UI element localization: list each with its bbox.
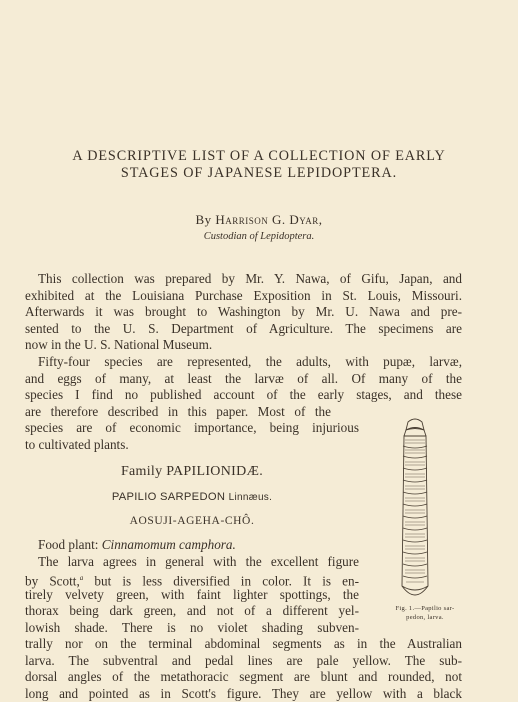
description-continuation [25,636,462,702]
paragraph-line: Fifty-four species are represented, the adults, with pupæ, larvæ, [38,354,462,369]
paragraph-line: tirely velvety green, with faint lighter spottings, the [25,586,359,602]
japanese-name: AOSUJI-AGEHA-CHÔ. [129,515,255,527]
paragraph-line: and eggs of many, at least the larvæ of all. Of many of the [25,370,462,386]
paragraph-line: now in the U. S. National Museum. [25,337,213,353]
paragraph-line: Afterwards it was brought to Washington by Mr. U. Nawa and pre- [25,304,462,320]
paragraph-line: The larva agrees in general with the excellent figure [38,553,359,569]
figure-caption [385,604,465,622]
caption-line-2: pedon, larva. [406,614,444,621]
paragraph-line: species I find no published account of the early stages, and these [25,387,462,403]
species-name: PAPILIO SARPEDON [111,491,226,503]
title-line-2: STAGES OF JAPANESE LEPIDOPTERA. [120,165,398,181]
paragraph-line: larva. The subventral and pedal lines are pale yellow. The sub- [25,652,462,668]
footnote-marker[interactable]: a [79,574,84,583]
paragraph-line: thorax being dark green, and not of a different yel- [25,603,359,619]
family-heading: Family PAPILIONIDÆ. [120,464,264,479]
author-name: Harrison G. Dyar, [215,212,323,227]
paragraph-line: are therefore described in this paper. Most of the [25,403,331,419]
larva-illustration [388,416,442,604]
caption-line-1: Fig. 1.—Papilio sar- [395,605,455,612]
food-plant-line [25,537,359,554]
byline [0,212,518,228]
byline-by: By [195,212,212,227]
paragraph-line: trally nor on the terminal abdominal segments as in the Australian [25,636,462,651]
paragraph-line: This collection was prepared by Mr. Y. Nawa, of Gifu, Japan, and [38,271,462,286]
species-authority: Linnæus. [228,492,273,503]
paragraph-line: lowish shade. There is no violet shading subven- [25,619,359,635]
paragraph-line: to cultivated plants. [25,436,129,452]
larva-figure [388,416,442,604]
food-plant-value: Cinnamomum camphora. [101,537,236,552]
paragraph-line: long and pointed as in Scott's figure. They are yellow with a black [25,685,462,701]
paragraph-line: sented to the U. S. Department of Agriculture. The specimens are [25,320,462,336]
paragraph-line: exhibited at the Louisiana Purchase Exposition in St. Louis, Missouri. [25,287,462,303]
paragraph-line: species are of economic importance, being injurious [25,420,359,436]
species-heading [0,491,384,503]
description-paragraph [25,537,359,637]
food-plant-label: Food plant: [38,537,99,552]
title-line-1: A DESCRIPTIVE LIST OF A COLLECTION OF EARLY [72,148,446,164]
author-affiliation: Custodian of Lepidoptera. [203,231,315,242]
intro-paragraph [25,271,462,354]
article-title [20,148,498,182]
paragraph-line: dorsal angles of the metathoracic segment are blunt and rounded, not [25,669,462,685]
paragraph-line: by Scott,$^a$ but is less diversified in color. It is en- [25,573,360,589]
